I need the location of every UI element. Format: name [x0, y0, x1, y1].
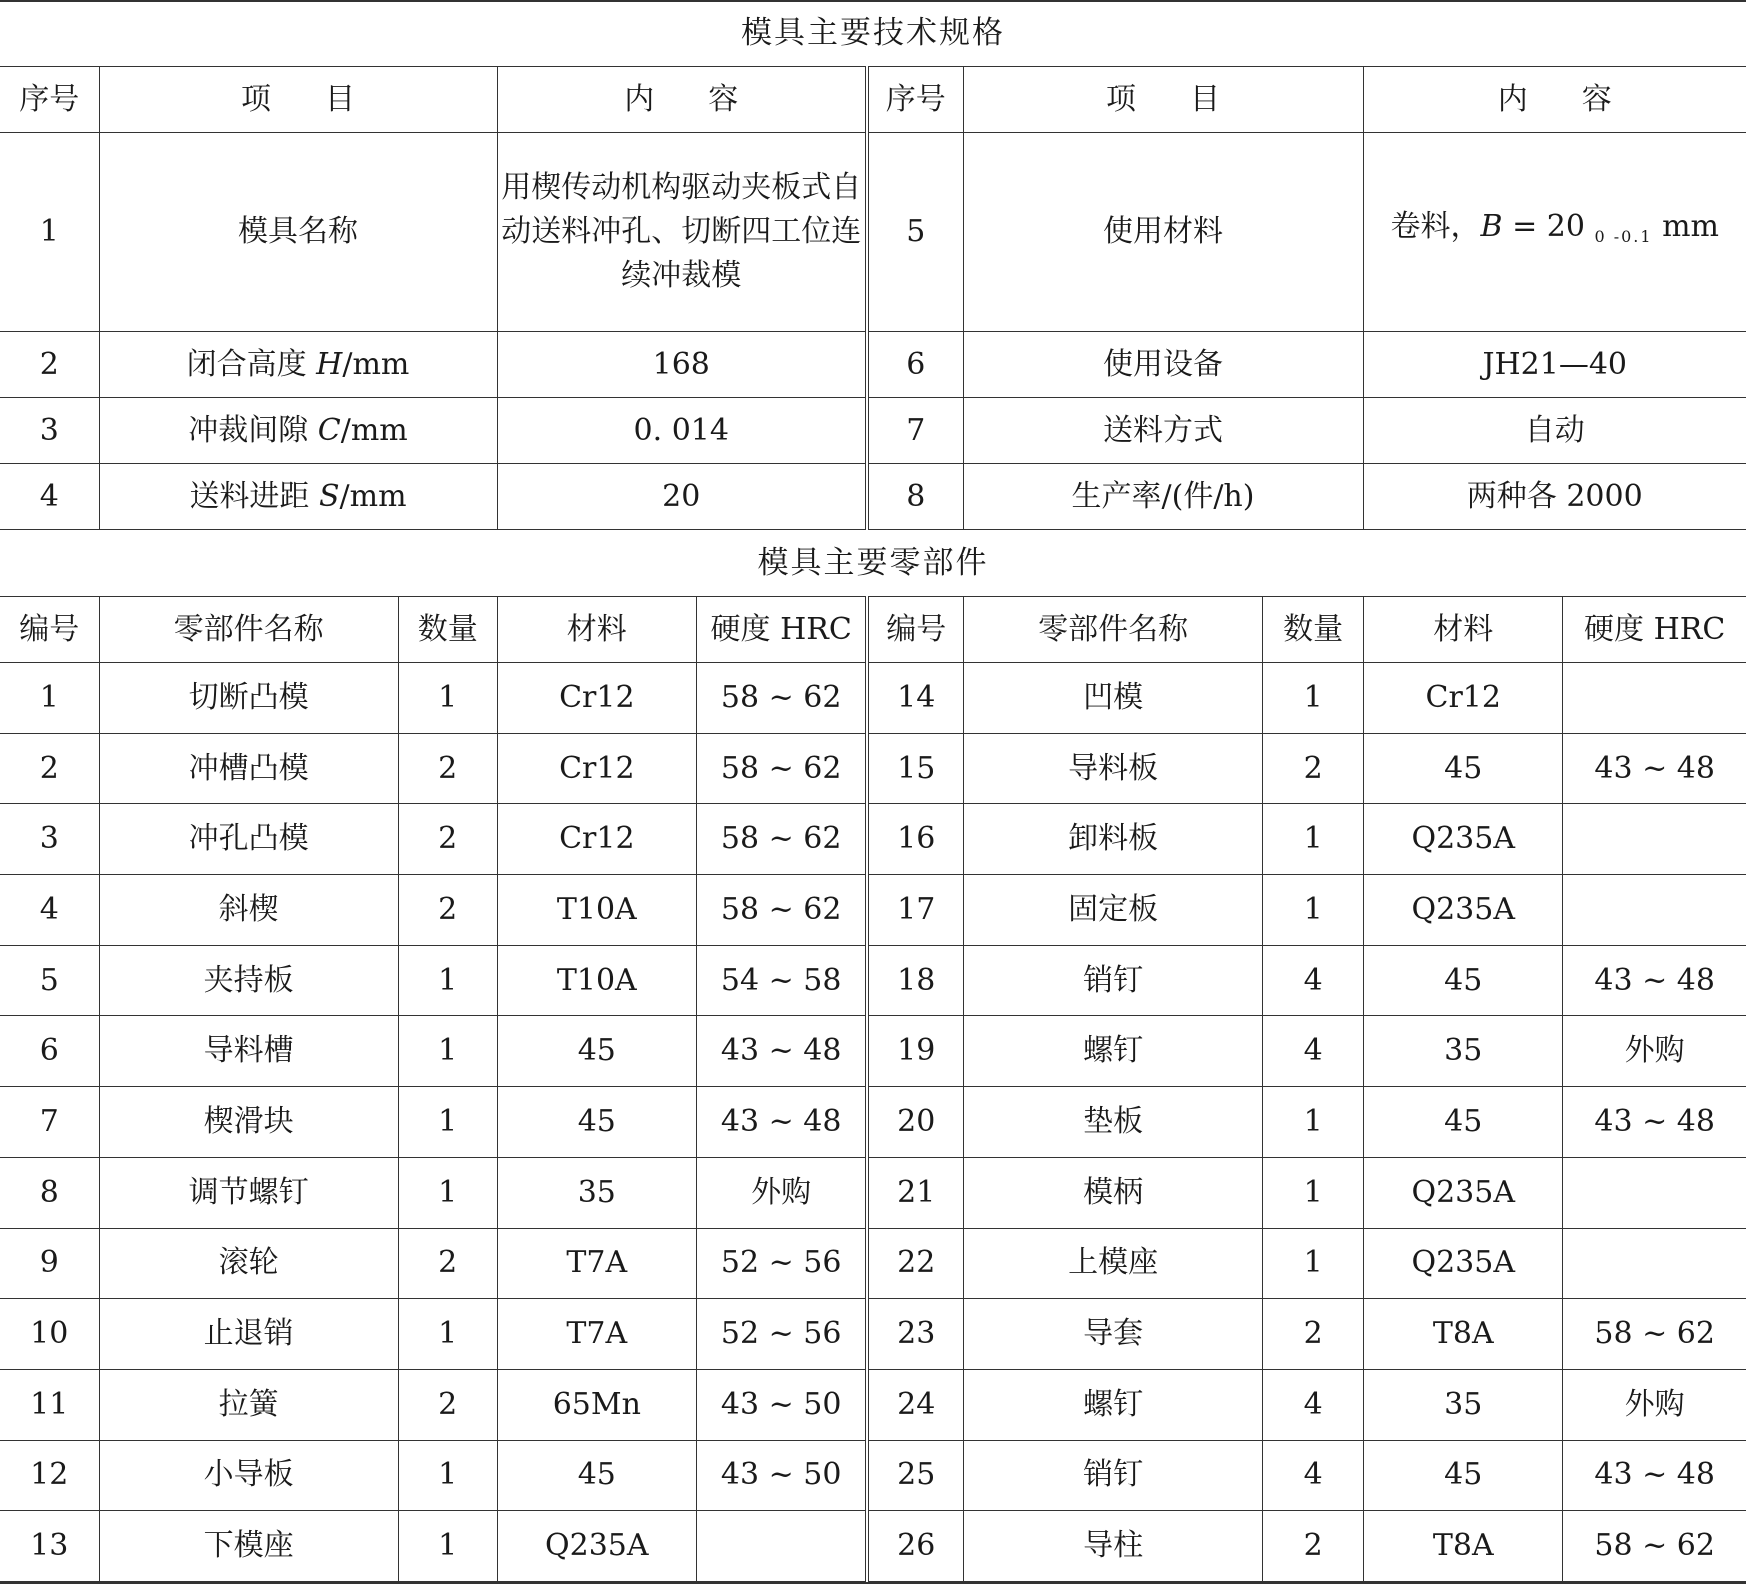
part-no: 9 — [0, 1228, 99, 1299]
part-material: T7A — [497, 1299, 696, 1370]
table-row — [0, 733, 1746, 804]
table-row — [0, 1299, 1746, 1370]
spec-item-text: 冲裁间隙 — [188, 412, 318, 448]
part-name: 垫板 — [964, 1087, 1263, 1158]
part-name: 楔滑块 — [99, 1087, 398, 1158]
part-hardness: 54 ~ 58 — [696, 945, 867, 1016]
part-name: 夹持板 — [99, 945, 398, 1016]
part-material: T7A — [497, 1228, 696, 1299]
part-material: 45 — [497, 1087, 696, 1158]
part-hardness: 外购 — [696, 1157, 867, 1228]
part-qty: 1 — [398, 1440, 497, 1511]
table-row — [0, 663, 1746, 734]
part-name: 下模座 — [99, 1511, 398, 1582]
part-material: Cr12 — [497, 804, 696, 875]
part-no: 17 — [867, 875, 963, 946]
header-no-left: 序号 — [0, 67, 99, 133]
part-no: 4 — [0, 875, 99, 946]
part-name: 导料槽 — [99, 1016, 398, 1087]
spec-item — [99, 332, 497, 398]
part-qty: 2 — [398, 733, 497, 804]
header-part-no: 编号 — [867, 597, 963, 663]
part-name: 调节螺钉 — [99, 1157, 398, 1228]
spec-no: 1 — [0, 133, 99, 332]
header-part-material: 材料 — [497, 597, 696, 663]
part-hardness: 43 ~ 48 — [696, 1016, 867, 1087]
header-part-hardness: 硬度 HRC — [696, 597, 867, 663]
part-name: 销钉 — [964, 1440, 1263, 1511]
spec-row — [0, 133, 1746, 332]
part-material: 45 — [1364, 1087, 1563, 1158]
part-qty: 1 — [398, 1157, 497, 1228]
spec-content: JH21—40 — [1363, 332, 1746, 398]
spec-header-row — [0, 67, 1746, 133]
header-content-left: 内容 — [624, 81, 793, 117]
part-hardness: 43 ~ 48 — [1563, 1087, 1746, 1158]
header-part-no: 编号 — [0, 597, 99, 663]
part-hardness: 外购 — [1563, 1016, 1746, 1087]
part-material: 65Mn — [497, 1369, 696, 1440]
header-item-left: 项目 — [241, 81, 409, 117]
part-hardness: 58 ~ 62 — [1563, 1299, 1746, 1370]
header-part-hardness: 硬度 HRC — [1563, 597, 1746, 663]
part-no: 15 — [867, 733, 963, 804]
part-name: 导套 — [964, 1299, 1263, 1370]
spec-no: 3 — [0, 398, 99, 464]
part-material: T8A — [1364, 1511, 1563, 1582]
header-item-right: 项目 — [1106, 81, 1274, 117]
part-qty: 1 — [1263, 804, 1364, 875]
part-hardness: 43 ~ 50 — [696, 1369, 867, 1440]
table-row — [0, 1087, 1746, 1158]
spec-no: 7 — [867, 398, 963, 464]
table-row — [0, 804, 1746, 875]
spec-item-var: C — [317, 412, 341, 448]
part-material: Q235A — [1364, 1157, 1563, 1228]
part-material: 45 — [497, 1016, 696, 1087]
spec-table — [0, 66, 1746, 530]
part-name: 滚轮 — [99, 1228, 398, 1299]
part-hardness: 52 ~ 56 — [696, 1228, 867, 1299]
material-var: B — [1480, 209, 1503, 244]
part-name: 螺钉 — [964, 1369, 1263, 1440]
spec-item-text: 闭合高度 — [186, 346, 317, 382]
spec-no: 5 — [867, 133, 963, 332]
part-material: Cr12 — [497, 663, 696, 734]
part-no: 14 — [867, 663, 963, 734]
part-name: 小导板 — [99, 1440, 398, 1511]
part-hardness — [696, 1511, 867, 1582]
part-hardness — [1563, 663, 1746, 734]
part-qty: 1 — [398, 663, 497, 734]
spec-content: 168 — [497, 332, 867, 398]
part-hardness: 58 ~ 62 — [1563, 1511, 1746, 1582]
part-material: 45 — [1364, 1440, 1563, 1511]
part-hardness: 52 ~ 56 — [696, 1299, 867, 1370]
material-tolerance: 0 -0.1 — [1594, 227, 1653, 246]
part-hardness: 58 ~ 62 — [696, 875, 867, 946]
part-qty: 4 — [1263, 1440, 1364, 1511]
part-no: 21 — [867, 1157, 963, 1228]
part-qty: 1 — [1263, 1228, 1364, 1299]
part-qty: 1 — [398, 1299, 497, 1370]
part-hardness: 58 ~ 62 — [696, 663, 867, 734]
spec-item: 使用设备 — [963, 332, 1363, 398]
part-material: 45 — [497, 1440, 696, 1511]
bottom-rule — [0, 1582, 1746, 1584]
part-hardness: 43 ~ 48 — [1563, 945, 1746, 1016]
part-material: Q235A — [1364, 804, 1563, 875]
part-no: 19 — [867, 1016, 963, 1087]
part-qty: 1 — [398, 1016, 497, 1087]
spec-row — [0, 398, 1746, 464]
part-qty: 1 — [1263, 875, 1364, 946]
part-qty: 2 — [398, 875, 497, 946]
part-material: Cr12 — [497, 733, 696, 804]
part-material: 35 — [1364, 1016, 1563, 1087]
material-unit: mm — [1652, 209, 1720, 244]
part-hardness: 43 ~ 48 — [1563, 1440, 1746, 1511]
part-qty: 2 — [398, 1369, 497, 1440]
part-qty: 1 — [1263, 1087, 1364, 1158]
spec-content: 自动 — [1363, 398, 1746, 464]
part-material: Cr12 — [1364, 663, 1563, 734]
table-row — [0, 1369, 1746, 1440]
table-row — [0, 1016, 1746, 1087]
table-row — [0, 945, 1746, 1016]
part-hardness: 58 ~ 62 — [696, 804, 867, 875]
parts-section-title: 模具主要零部件 — [757, 545, 989, 581]
part-no: 11 — [0, 1369, 99, 1440]
part-name: 凹模 — [964, 663, 1263, 734]
material-eq: = 20 — [1502, 209, 1595, 244]
part-qty: 1 — [398, 1087, 497, 1158]
part-material: 45 — [1364, 733, 1563, 804]
part-qty: 1 — [398, 945, 497, 1016]
table-row — [0, 1440, 1746, 1511]
part-qty: 1 — [1263, 1157, 1364, 1228]
part-name: 导料板 — [964, 733, 1263, 804]
part-qty: 4 — [1263, 1016, 1364, 1087]
parts-header-row — [0, 597, 1746, 663]
part-qty: 1 — [1263, 663, 1364, 734]
header-content-right: 内容 — [1497, 81, 1666, 117]
spec-item: 模具名称 — [99, 133, 497, 332]
part-no: 3 — [0, 804, 99, 875]
header-no-right: 序号 — [867, 67, 963, 133]
part-name: 上模座 — [964, 1228, 1263, 1299]
part-no: 20 — [867, 1087, 963, 1158]
spec-no: 8 — [867, 464, 963, 530]
part-hardness: 外购 — [1563, 1369, 1746, 1440]
part-no: 26 — [867, 1511, 963, 1582]
part-hardness — [1563, 1157, 1746, 1228]
header-part-name: 零部件名称 — [99, 597, 398, 663]
part-name: 模柄 — [964, 1157, 1263, 1228]
spec-section-title: 模具主要技术规格 — [741, 15, 1005, 51]
part-no: 23 — [867, 1299, 963, 1370]
spec-item-var: S — [318, 478, 340, 514]
parts-table — [0, 596, 1746, 1582]
part-no: 25 — [867, 1440, 963, 1511]
part-no: 6 — [0, 1016, 99, 1087]
spec-item: 使用材料 — [963, 133, 1363, 332]
part-name: 冲槽凸模 — [99, 733, 398, 804]
part-no: 12 — [0, 1440, 99, 1511]
spec-no: 2 — [0, 332, 99, 398]
spec-content: 0. 014 — [497, 398, 867, 464]
part-material: Q235A — [1364, 875, 1563, 946]
spec-item-unit: /mm — [342, 346, 410, 382]
part-hardness — [1563, 875, 1746, 946]
part-name: 切断凸模 — [99, 663, 398, 734]
header-part-name: 零部件名称 — [964, 597, 1263, 663]
part-hardness: 43 ~ 48 — [1563, 733, 1746, 804]
part-qty: 4 — [1263, 1369, 1364, 1440]
part-hardness: 43 ~ 48 — [696, 1087, 867, 1158]
part-qty: 4 — [1263, 945, 1364, 1016]
part-name: 固定板 — [964, 875, 1263, 946]
spec-item: 送料方式 — [963, 398, 1363, 464]
part-qty: 2 — [398, 804, 497, 875]
header-part-qty: 数量 — [1263, 597, 1364, 663]
part-qty: 2 — [1263, 733, 1364, 804]
table-row — [0, 1511, 1746, 1582]
part-material: T10A — [497, 875, 696, 946]
part-no: 1 — [0, 663, 99, 734]
part-no: 22 — [867, 1228, 963, 1299]
part-hardness — [1563, 804, 1746, 875]
part-no: 16 — [867, 804, 963, 875]
spec-item: 生产率/(件/h) — [963, 464, 1363, 530]
table-row — [0, 875, 1746, 946]
spec-content: 两种各 2000 — [1363, 464, 1746, 530]
header-part-qty: 数量 — [398, 597, 497, 663]
part-no: 10 — [0, 1299, 99, 1370]
part-hardness: 58 ~ 62 — [696, 733, 867, 804]
part-name: 拉簧 — [99, 1369, 398, 1440]
part-qty: 2 — [1263, 1511, 1364, 1582]
spec-item-var: H — [316, 346, 343, 382]
table-row — [0, 1228, 1746, 1299]
part-qty: 1 — [398, 1511, 497, 1582]
part-material: 35 — [1364, 1369, 1563, 1440]
spec-content: 用楔传动机构驱动夹板式自动送料冲孔、切断四工位连续冲裁模 — [497, 133, 867, 332]
part-name: 斜楔 — [99, 875, 398, 946]
spec-content: 20 — [497, 464, 867, 530]
part-name: 螺钉 — [964, 1016, 1263, 1087]
part-no: 8 — [0, 1157, 99, 1228]
part-no: 13 — [0, 1511, 99, 1582]
part-no: 18 — [867, 945, 963, 1016]
part-hardness — [1563, 1228, 1746, 1299]
part-no: 7 — [0, 1087, 99, 1158]
part-name: 止退销 — [99, 1299, 398, 1370]
spec-no: 6 — [867, 332, 963, 398]
part-material: T10A — [497, 945, 696, 1016]
part-no: 24 — [867, 1369, 963, 1440]
spec-item-unit: /mm — [339, 478, 407, 514]
part-material: T8A — [1364, 1299, 1563, 1370]
spec-no: 4 — [0, 464, 99, 530]
part-material: Q235A — [1364, 1228, 1563, 1299]
part-no: 2 — [0, 733, 99, 804]
spec-content-material — [1363, 133, 1746, 332]
part-material: 45 — [1364, 945, 1563, 1016]
part-material: 35 — [497, 1157, 696, 1228]
spec-item-unit: /mm — [340, 412, 408, 448]
spec-row — [0, 332, 1746, 398]
part-qty: 2 — [1263, 1299, 1364, 1370]
part-no: 5 — [0, 945, 99, 1016]
spec-item — [99, 464, 497, 530]
header-part-material: 材料 — [1364, 597, 1563, 663]
spec-item-text: 送料进距 — [189, 478, 319, 514]
part-name: 导柱 — [964, 1511, 1263, 1582]
part-name: 销钉 — [964, 945, 1263, 1016]
part-material: Q235A — [497, 1511, 696, 1582]
part-name: 冲孔凸模 — [99, 804, 398, 875]
part-name: 卸料板 — [964, 804, 1263, 875]
table-row — [0, 1157, 1746, 1228]
part-hardness: 43 ~ 50 — [696, 1440, 867, 1511]
material-prefix: 卷料， — [1390, 209, 1481, 244]
spec-item — [99, 398, 497, 464]
spec-row — [0, 464, 1746, 530]
part-qty: 2 — [398, 1228, 497, 1299]
